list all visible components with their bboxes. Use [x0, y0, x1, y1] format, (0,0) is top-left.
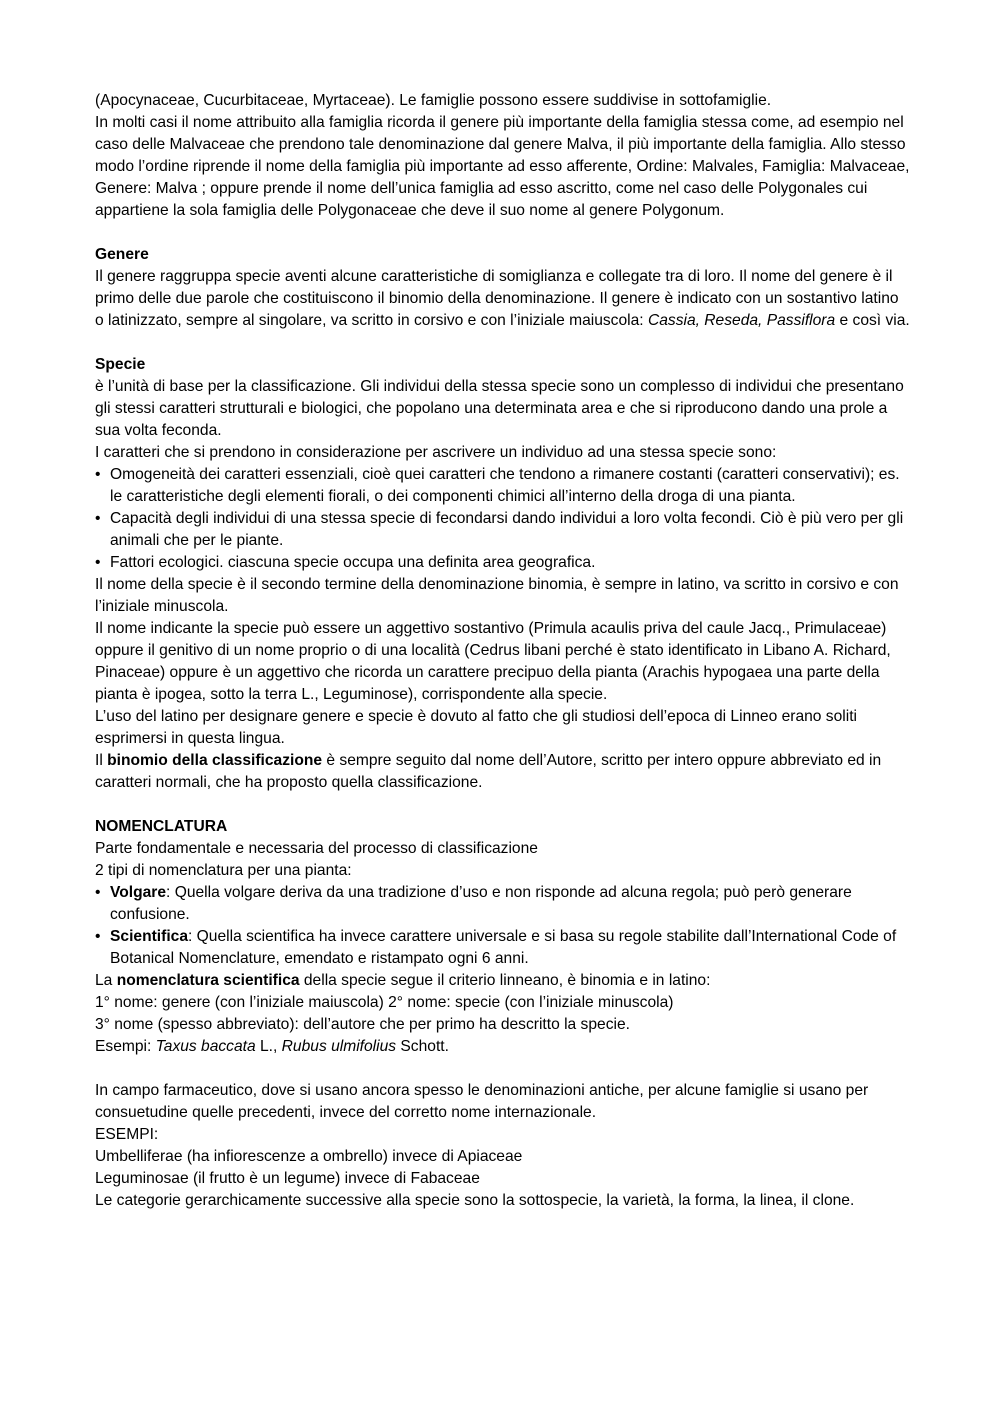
- nomenclatura-paragraph-3: [95, 970, 910, 992]
- specie-paragraph-4: Il nome indicante la specie può essere un aggettivo sostantivo (Primula acaulis priva del caule Jacq., Primulaceae) oppure il genitivo di un nome proprio o di una località (Cedrus libani perché è stato identificato in Libano A. Richard, Pinaceae) oppure è un aggettivo che ricorda un carattere precipuo della pianta (Arachis hypogaea una parte della pianta è ipogea, sotto la terra L., Leguminose), corrispondente alla specie.: [95, 620, 891, 703]
- nomenclatura-types-list: [95, 882, 910, 970]
- farmaceutico-esempi-label: ESEMPI:: [95, 1126, 159, 1143]
- example-species-2: Rubus ulmifolius: [281, 1038, 397, 1055]
- nomenclatura-paragraph-4: 1° nome: genere (con l’iniziale maiuscola) 2° nome: specie (con l’iniziale minuscola): [95, 994, 674, 1011]
- text-run: : Quella scientifica ha invece carattere universale e si basa su regole stabilite dall’International Code of Botanical Nomenclature, emendato e ristampato ogni 6 anni.: [110, 928, 897, 967]
- text-run: Il: [95, 752, 108, 769]
- spacer: [95, 332, 910, 354]
- nomenclatura-examples: [95, 1036, 910, 1058]
- nomenclatura-term-scientifica: Scientifica: [110, 928, 188, 945]
- spacer: [95, 1058, 910, 1080]
- list-item: [95, 926, 910, 970]
- text-run: Esempi:: [95, 1038, 156, 1055]
- nomenclatura-paragraph-1: Parte fondamentale e necessaria del processo di classificazione: [95, 840, 538, 857]
- list-item: • Omogeneità dei caratteri essenziali, cioè quei caratteri che tendono a rimanere costanti (caratteri conservativi); es. le caratteristiche degli elementi fiorali, o dei componenti chimici all’interno della droga di una pianta.: [95, 464, 910, 508]
- text-run: della specie segue il criterio linneano, è binomia e in latino:: [299, 972, 711, 989]
- list-item: [95, 882, 910, 926]
- genere-paragraph: [95, 266, 910, 332]
- nomenclatura-term-volgare: Volgare: [110, 884, 167, 901]
- farmaceutico-paragraph-1: In campo farmaceutico, dove si usano ancora spesso le denominazioni antiche, per alcune famiglie si usano per consuetudine quelle precedenti, invece del corretto nome internazionale.: [95, 1082, 869, 1121]
- text-run: La: [95, 972, 117, 989]
- farmaceutico-example-1: Umbelliferae (ha infiorescenze a ombrello) invece di Apiaceae: [95, 1148, 523, 1165]
- section-heading-nomenclatura: NOMENCLATURA: [95, 818, 228, 835]
- genere-tail: e così via.: [835, 312, 910, 329]
- section-heading-specie: Specie: [95, 356, 146, 373]
- text-run: Schott.: [396, 1038, 449, 1055]
- nomenclatura-paragraph-5: 3° nome (spesso abbreviato): dell’autore che per primo ha descritto la specie.: [95, 1016, 630, 1033]
- intro-paragraph-2: In molti casi il nome attribuito alla famiglia ricorda il genere più importante della famiglia stessa come, ad esempio nel caso delle Malvaceae che prendono tale denominazione dal genere Malva, il più importante della famiglia. Allo stesso modo l’ordine riprende il nome della famiglia più importante ad esso afferente, Ordine: Malvales, Famiglia: Malvaceae, Genere: Malva ; oppure prende il nome dell’unica famiglia ad esso ascritto, come nel caso delle Polygonales cui appartiene la sola famiglia delle Polygonaceae che deve il suo nome al genere Polygonum.: [95, 114, 910, 219]
- text-run: è sempre seguito dal nome dell’Autore, scritto per intero oppure abbreviato ed in caratteri normali, che ha proposto quella classificazione.: [95, 752, 882, 791]
- binomio-term: binomio della classificazione: [107, 752, 323, 769]
- text-run: : Quella volgare deriva da una tradizione d’uso e non risponde ad alcuna regola; può però generare confusione.: [110, 884, 852, 923]
- genere-examples: Cassia, Reseda, Passiflora: [647, 312, 836, 329]
- spacer: [95, 222, 910, 244]
- intro-paragraph-1: (Apocynaceae, Cucurbitaceae, Myrtaceae). Le famiglie possono essere suddivise in sottofamiglie.: [95, 92, 772, 109]
- text-run: L.,: [255, 1038, 282, 1055]
- list-item: • Capacità degli individui di una stessa specie di fecondarsi dando individui a loro volta fecondi. Ciò è più vero per gli animali che per le piante.: [95, 508, 910, 552]
- specie-paragraph-3: Il nome della specie è il secondo termine della denominazione binomia, è sempre in latino, va scritto in corsivo e con l’iniziale minuscola.: [95, 576, 899, 615]
- specie-paragraph-5: L’uso del latino per designare genere e specie è dovuto al fatto che gli studiosi dell’epoca di Linneo erano soliti esprimersi in questa lingua.: [95, 708, 858, 747]
- list-item: • Fattori ecologici. ciascuna specie occupa una definita area geografica.: [95, 552, 910, 574]
- example-species-1: Taxus baccata: [155, 1038, 256, 1055]
- spacer: [95, 794, 910, 816]
- section-heading-genere: Genere: [95, 246, 149, 263]
- specie-paragraph-1: è l’unità di base per la classificazione. Gli individui della stessa specie sono un complesso di individui che presentano gli stessi caratteri strutturali e biologici, che popolano una determinata area e che si riproducono dando una prole a sua volta feconda.: [95, 378, 904, 439]
- genere-text: Il genere raggruppa specie aventi alcune caratteristiche di somiglianza e collegate tra di loro. Il nome del genere è il primo delle due parole che costituiscono il binomio della denominazione. Il genere è indicato con un sostantivo latino o latinizzato, sempre al singolare, va scritto in corsivo e con l’iniziale maiuscola:: [95, 268, 899, 329]
- specie-criteria-list: [95, 464, 910, 574]
- nomenclatura-paragraph-2: 2 tipi di nomenclatura per una pianta:: [95, 862, 352, 879]
- nomenclatura-scientifica-term: nomenclatura scientifica: [116, 972, 300, 989]
- specie-paragraph-2: I caratteri che si prendono in considerazione per ascrivere un individuo ad una stessa specie sono:: [95, 444, 777, 461]
- farmaceutico-paragraph-2: Le categorie gerarchicamente successive alla specie sono la sottospecie, la varietà, la forma, la linea, il clone.: [95, 1192, 855, 1209]
- specie-paragraph-6: [95, 750, 910, 794]
- farmaceutico-example-2: Leguminosae (il frutto è un legume) invece di Fabaceae: [95, 1170, 480, 1187]
